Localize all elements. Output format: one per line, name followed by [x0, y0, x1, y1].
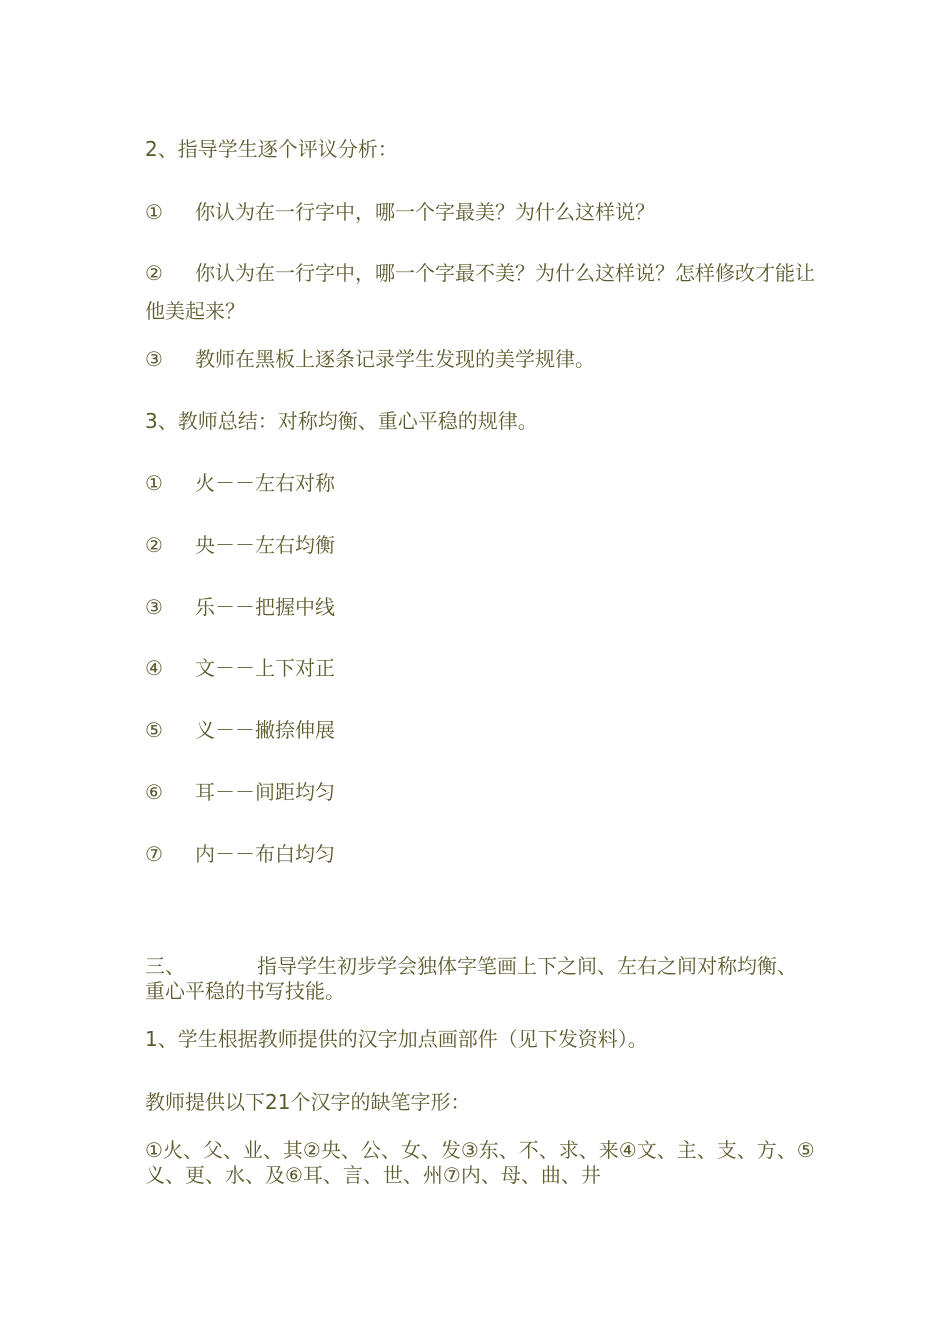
item-text: 耳－－间距均匀 [195, 780, 335, 804]
item-number: ③ [145, 347, 163, 371]
list-item [145, 718, 815, 742]
provided-intro: 教师提供以下21个汉字的缺笔字形： [145, 1090, 471, 1114]
item-number: ③ [145, 595, 163, 619]
item-number: ⑤ [145, 718, 163, 742]
item-text: 你认为在一行字中，哪一个字最不美？为什么这样说？怎样修改才能让他美起来？ [145, 261, 815, 323]
list-item [145, 780, 815, 804]
list-item [145, 254, 815, 330]
step-1: 1、学生根据教师提供的汉字加点画部件（见下发资料）。 [145, 1027, 648, 1051]
character-list: ①火、父、业、其②央、公、女、发③东、不、求、来④文、主、支、方、⑤义、更、水、及⑥耳、言、世、州⑦内、母、曲、井 [145, 1138, 815, 1187]
list-item [145, 533, 815, 557]
list-item [145, 200, 815, 224]
list-item [145, 842, 815, 866]
item-number: ② [145, 261, 163, 285]
item-text: 央－－左右均衡 [195, 533, 335, 557]
item-text: 你认为在一行字中，哪一个字最美？为什么这样说？ [195, 200, 655, 224]
section-2-heading: 2、指导学生逐个评议分析： [145, 137, 398, 161]
part-number: 三、 [145, 954, 185, 978]
list-item [145, 471, 815, 495]
item-number: ① [145, 471, 163, 495]
list-item [145, 595, 815, 619]
item-text: 火－－左右对称 [195, 471, 335, 495]
item-text: 文－－上下对正 [195, 656, 335, 680]
list-item [145, 347, 815, 371]
list-item [145, 656, 815, 680]
part-text: 指导学生初步学会独体字笔画上下之间、左右之间对称均衡、重心平稳的书写技能。 [145, 954, 797, 1003]
item-number: ① [145, 200, 163, 224]
part-3-heading [145, 954, 815, 1004]
section-3-heading: 3、教师总结：对称均衡、重心平稳的规律。 [145, 409, 538, 433]
item-text: 教师在黑板上逐条记录学生发现的美学规律。 [195, 347, 595, 371]
item-number: ② [145, 533, 163, 557]
item-text: 乐－－把握中线 [195, 595, 335, 619]
item-number: ⑥ [145, 780, 163, 804]
item-text: 内－－布白均匀 [195, 842, 335, 866]
item-text: 义－－撇捺伸展 [195, 718, 335, 742]
item-number: ⑦ [145, 842, 163, 866]
item-number: ④ [145, 656, 163, 680]
